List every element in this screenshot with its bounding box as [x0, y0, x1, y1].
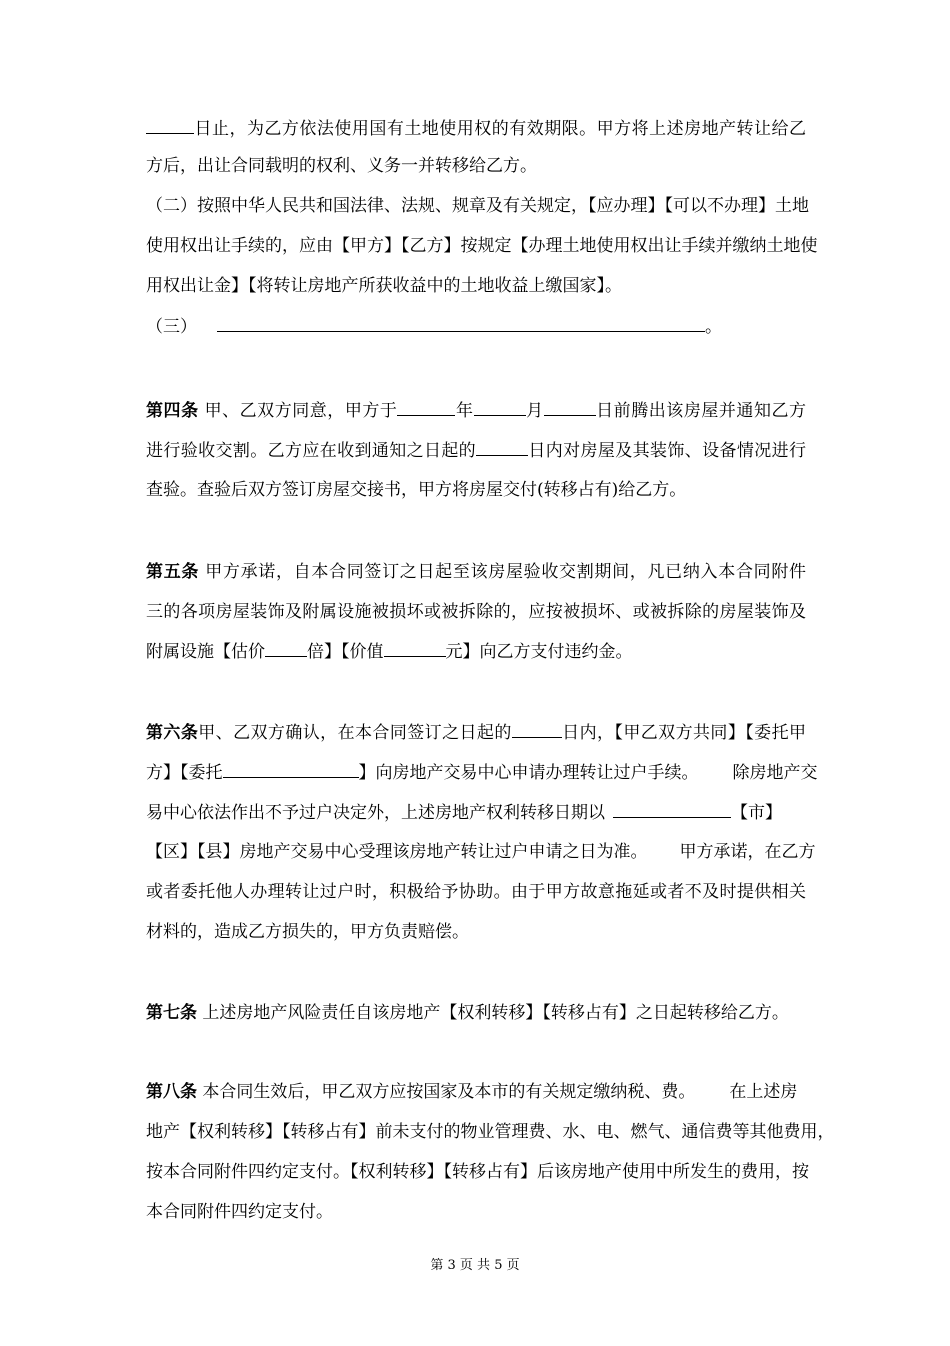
blank-day: [544, 400, 596, 416]
article-6-line-4: 【区】【县】房地产交易中心受理该房地产转让过户申请之日为准。 甲方承诺，在乙方: [146, 842, 816, 862]
article-4-line-3: 查验。查验后双方签订房屋交接书，甲方将房屋交付(转移占有)给乙方。: [146, 480, 687, 500]
article-6-line-1: 第六条甲、乙双方确认，在本合同签订之日起的 日内，【甲乙双方共同】【委托甲: [146, 723, 806, 743]
clause3-item-2-line-1: （二）按照中华人民共和国法律、法规、规章及有关规定，【应办理】【可以不办理】土地: [146, 196, 809, 216]
article-8-line-4: 本合同附件四约定支付。: [146, 1202, 333, 1222]
blank-city: [613, 802, 731, 818]
article-8-line-3: 按本合同附件四约定支付。【权利转移】【转移占有】后该房地产使用中所发生的费用，按: [146, 1162, 809, 1182]
article-8-line-2: 地产【权利转移】【转移占有】前未支付的物业管理费、水、电、燃气、通信费等其他费用，: [146, 1122, 835, 1142]
clause3-item-3: （三） 。: [146, 317, 722, 337]
article-6-line-3: 易中心依法作出不予过户决定外，上述房地产权利转移日期以 【市】: [146, 803, 782, 823]
clause3-line-2: 方后，出让合同载明的权利、义务一并转移给乙方。: [146, 156, 537, 176]
blank-end-date: [146, 118, 194, 134]
article-6-line-5: 或者委托他人办理转让过户时，积极给予协助。由于甲方故意拖延或者不及时提供相关: [146, 882, 806, 902]
blank-value: [384, 641, 446, 657]
article-4-line-1: 第四条 甲、乙双方同意，甲方于 年 月 日前腾出该房屋并通知乙方: [146, 401, 807, 421]
article-7-line-1: 第七条 上述房地产风险责任自该房地产【权利转移】【转移占有】之日起转移给乙方。: [146, 1003, 789, 1023]
clause3-item-2-line-2: 使用权出让手续的，应由【甲方】【乙方】按规定【办理土地使用权出让手续并缴纳土地使: [146, 236, 818, 256]
blank-year: [397, 400, 455, 416]
blank-entrusted-party: [223, 762, 359, 778]
article-5-heading: 第五条: [146, 562, 200, 582]
article-4-line-2: 进行验收交割。乙方应在收到通知之日起的 日内对房屋及其装饰、设备情况进行: [146, 441, 807, 461]
article-6-heading: 第六条: [146, 723, 199, 743]
article-8-line-1: 第八条 本合同生效后，甲乙双方应按国家及本市的有关规定缴纳税、费。 在上述房: [146, 1082, 798, 1102]
blank-month: [474, 400, 526, 416]
article-5-line-1: 第五条 甲方承诺，自本合同签订之日起至该房屋验收交割期间，凡已纳入本合同附件: [146, 562, 807, 582]
article-6-line-6: 材料的，造成乙方损失的，甲方负责赔偿。: [146, 922, 469, 942]
article-5-line-3: 附属设施【估价 倍】【价值 元】向乙方支付违约金。: [146, 642, 633, 662]
blank-inspection-days: [476, 440, 528, 456]
blank-multiple: [265, 641, 307, 657]
article-8-heading: 第八条: [146, 1082, 197, 1102]
page-number-footer: 第 3 页 共 5 页: [430, 1258, 520, 1273]
article-7-heading: 第七条: [146, 1003, 197, 1023]
article-4-heading: 第四条: [146, 401, 199, 421]
clause3-line-1: 日止，为乙方依法使用国有土地使用权的有效期限。甲方将上述房地产转让给乙: [146, 118, 806, 139]
blank-filing-days: [512, 722, 562, 738]
blank-item-3: [217, 316, 705, 332]
clause3-item-2-line-3: 用权出让金】【将转让房地产所获收益中的土地收益上缴国家】。: [146, 276, 622, 296]
article-5-line-2: 三的各项房屋装饰及附属设施被损坏或被拆除的，应按被损坏、或被拆除的房屋装饰及: [146, 602, 806, 622]
article-6-line-2: 方】【委托 】向房地产交易中心申请办理转让过户手续。 除房地产交: [146, 763, 818, 783]
